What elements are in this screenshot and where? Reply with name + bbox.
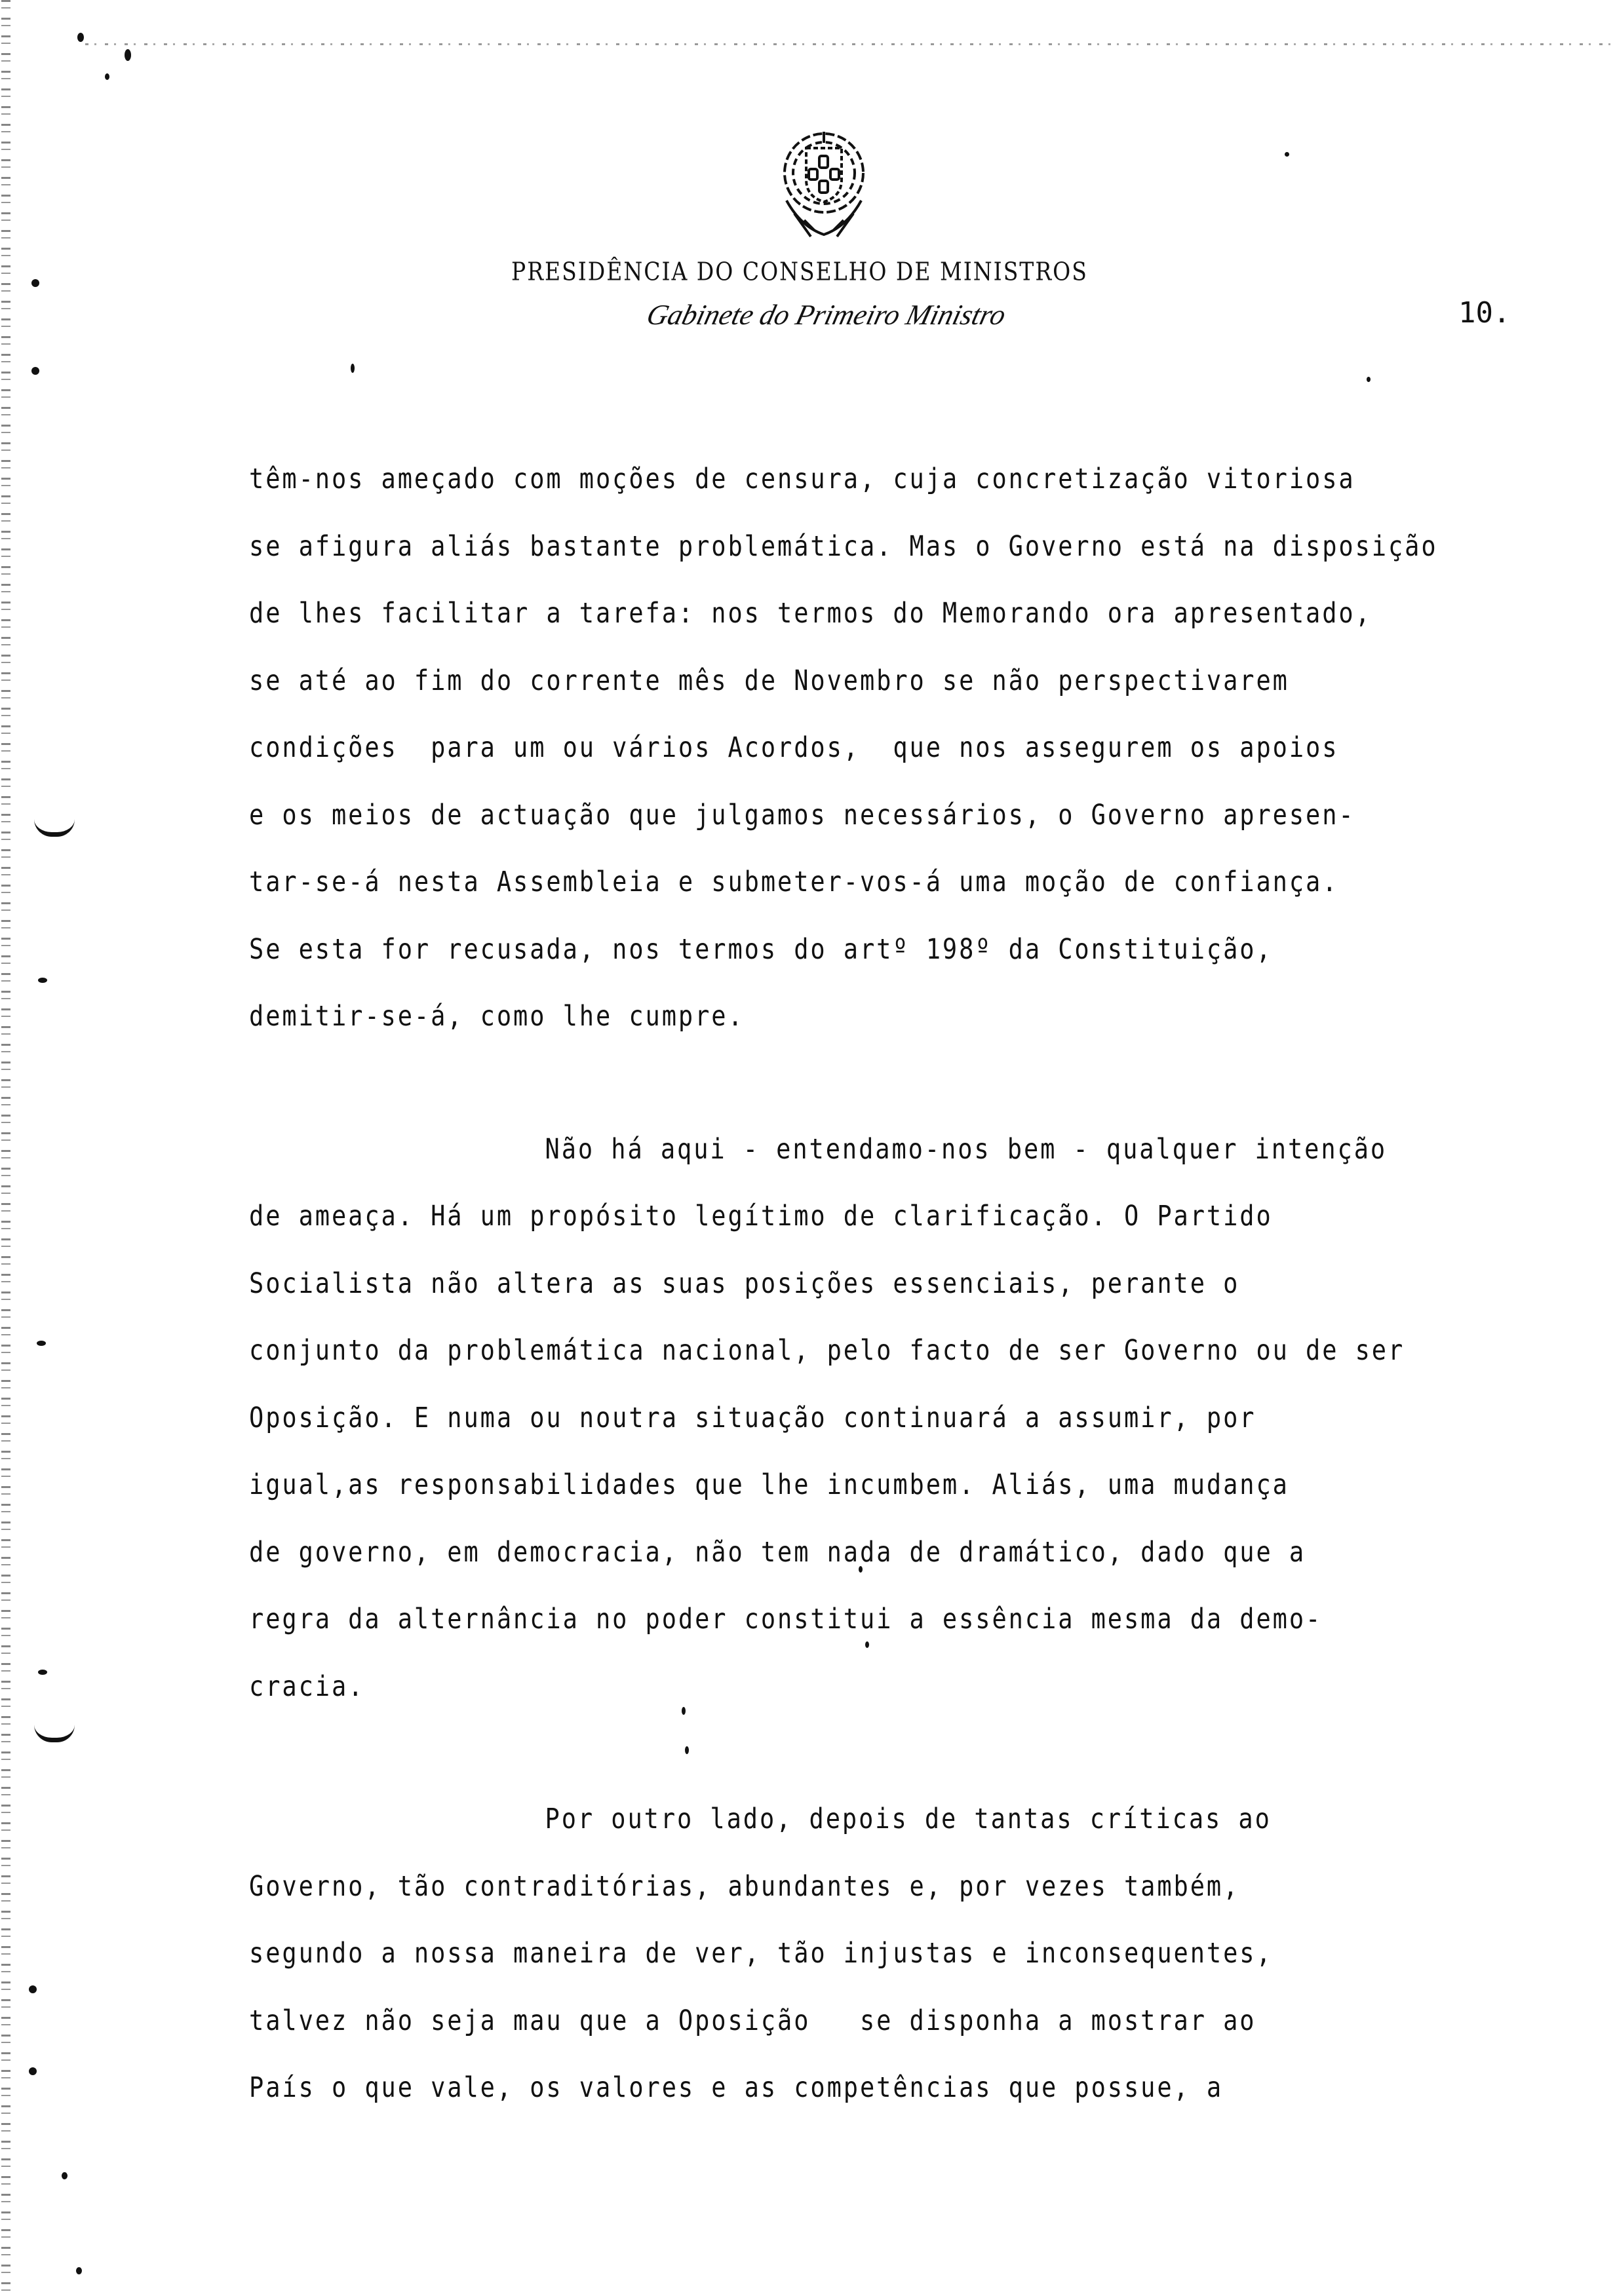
scan-speck	[105, 73, 109, 80]
scan-speck	[31, 367, 39, 375]
text-line: têm-nos ameçado com moções de censura, cuja concretização vitoriosa	[249, 463, 1355, 495]
text-line: talvez não seja mau que a Oposição se disponha a mostrar ao	[249, 2004, 1256, 2037]
text-line: regra da alternância no poder constitui a essência mesma da demo-	[249, 1603, 1323, 1636]
text-line: Socialista não altera as suas posições essenciais, perante o	[249, 1267, 1240, 1300]
text-line: conjunto da problemática nacional, pelo facto de ser Governo ou de ser	[249, 1334, 1405, 1367]
text-line: se até ao fim do corrente mês de Novembro se não perspectivarem	[249, 664, 1289, 697]
text-line: de lhes facilitar a tarefa: nos termos do Memorando ora apresentado,	[249, 597, 1372, 630]
text-line: Governo, tão contraditórias, abundantes e, por vezes também,	[249, 1869, 1240, 1903]
scan-speck	[29, 1985, 37, 1993]
organization-name: PRESIDÊNCIA DO CONSELHO DE MINISTROS	[511, 257, 1088, 286]
text-line: cracia.	[249, 1670, 365, 1703]
binder-hole-bottom	[34, 1725, 75, 1742]
text-line-content: Por outro lado, depois de tantas críticas ao	[545, 1803, 1272, 1835]
text-line: segundo a nossa maneira de ver, tão injustas e inconsequentes,	[249, 1937, 1273, 1970]
text-line: condições para um ou vários Acordos, que nos assegurem os apoios	[249, 731, 1339, 764]
text-line: se afigura aliás bastante problemática. Mas o Governo está na disposição	[249, 529, 1438, 563]
scan-speck	[62, 2172, 68, 2179]
document-body	[249, 446, 1438, 2122]
office-name: Gabinete do Primeiro Ministro	[643, 299, 1009, 331]
text-line: de governo, em democracia, não tem nada de dramático, dado que a	[249, 1535, 1306, 1569]
scan-speck	[29, 2067, 37, 2075]
text-line: Se esta for recusada, nos termos do artº 198º da Constituição,	[249, 932, 1273, 966]
scan-speck	[38, 978, 47, 983]
scan-top-line-artifact	[85, 43, 1612, 45]
scan-speck	[37, 1341, 46, 1346]
text-line: Oposição. E numa ou noutra situação continuará a assumir, por	[249, 1401, 1256, 1434]
scan-speck	[1285, 152, 1289, 157]
paragraph-2	[249, 1116, 1422, 1721]
text-line: tar-se-á nesta Assembleia e submeter-vos-á uma moção de confiança.	[249, 866, 1339, 898]
scan-edge-artifact	[1, 0, 10, 2296]
scan-speck	[76, 2267, 82, 2274]
text-line	[249, 1116, 1422, 1183]
paragraph-gap	[249, 1720, 1422, 1786]
text-line: igual,as responsabilidades que lhe incumbem. Aliás, uma mudança	[249, 1468, 1289, 1501]
scan-speck	[77, 33, 84, 42]
text-line: País o que vale, os valores e as competências que possue, a	[249, 2071, 1224, 2104]
binder-hole-top	[34, 819, 75, 837]
paragraph-3	[249, 1786, 1422, 2122]
paragraph-1	[249, 446, 1438, 1050]
paragraph-gap	[249, 1050, 1422, 1116]
text-line: de ameaça. Há um propósito legítimo de clarificação. O Partido	[249, 1200, 1273, 1233]
text-line: demitir-se-á, como lhe cumpre.	[249, 1000, 745, 1033]
scan-speck	[31, 279, 39, 287]
scan-speck	[1367, 377, 1371, 382]
page-number: 10.	[1458, 296, 1511, 330]
scan-speck	[351, 364, 355, 373]
scan-speck	[125, 49, 131, 61]
text-line	[249, 1786, 1422, 1853]
text-line-content: Não há aqui - entendamo-nos bem - qualquer intenção	[545, 1132, 1388, 1166]
text-line: e os meios de actuação que julgamos necessários, o Governo apresen-	[249, 798, 1355, 832]
scan-speck	[38, 1670, 47, 1675]
coat-of-arms-icon	[775, 128, 873, 243]
